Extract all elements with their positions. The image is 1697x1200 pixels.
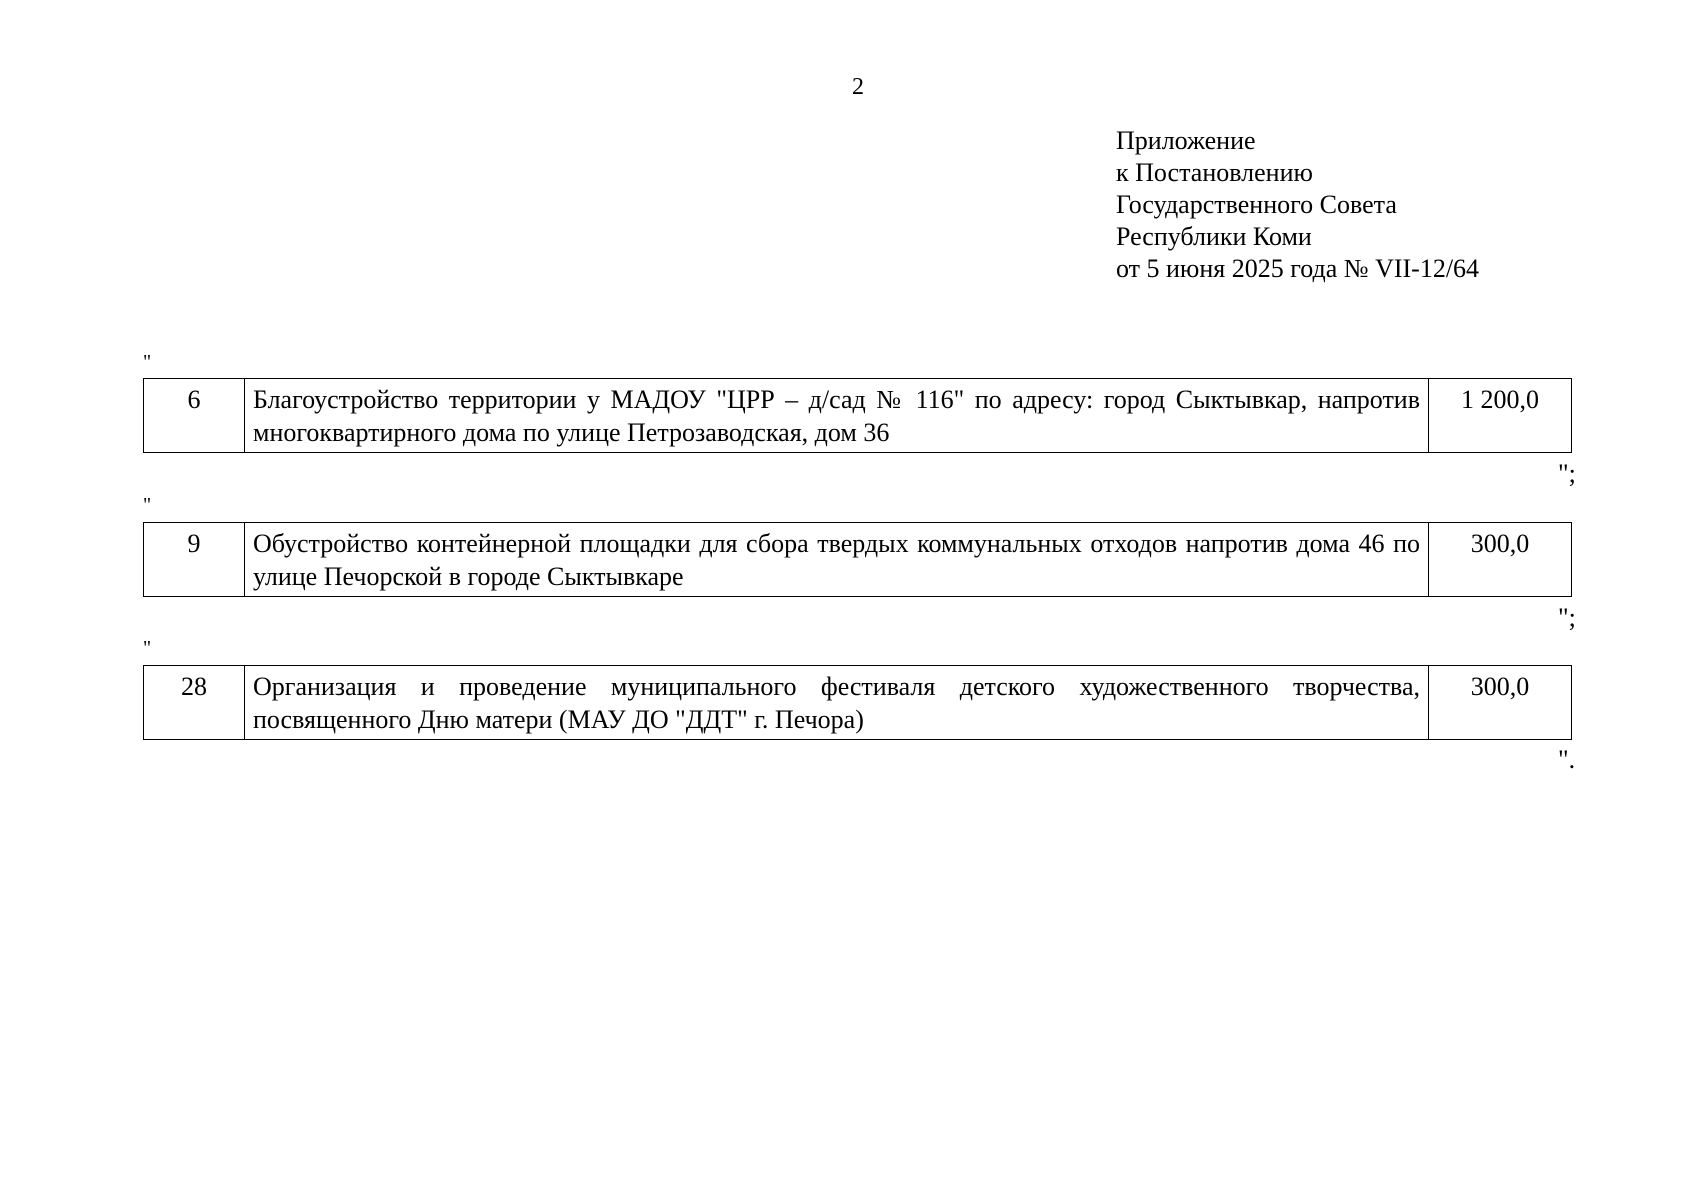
row-amount: 300,0: [1429, 523, 1572, 597]
page-number: 2: [852, 74, 864, 100]
close-quote: ";: [1558, 459, 1576, 488]
attachment-line: к Постановлению: [1116, 158, 1313, 187]
row-description: Организация и проведение муниципального фестиваля детского художественного творчества, посвященного Дню матери (МАУ ДО "ДДТ" г. Печора): [245, 666, 1429, 740]
attachment-line: от 5 июня 2025 года № VII-12/64: [1116, 254, 1480, 283]
amendment-table: [143, 522, 1572, 597]
open-quote: ": [143, 351, 152, 373]
row-amount: 1 200,0: [1429, 379, 1572, 453]
open-quote: ": [143, 637, 152, 659]
attachment-line: Приложение: [1116, 126, 1256, 155]
row-description: Обустройство контейнерной площадки для сбора твердых коммунальных отходов напротив дома 46 по улице Печорской в городе Сыктывкаре: [245, 523, 1429, 597]
amendment-table: [143, 378, 1572, 453]
table-row: [144, 379, 1572, 453]
table-row: [144, 523, 1572, 597]
amendment-table: [143, 665, 1572, 740]
row-description: Благоустройство территории у МАДОУ "ЦРР – д/сад № 116" по адресу: город Сыктывкар, напротив многоквартирного дома по улице Петрозаводская, дом 36: [245, 379, 1429, 453]
table-row: [144, 666, 1572, 740]
close-quote: ";: [1558, 603, 1576, 632]
row-number: 9: [144, 523, 245, 597]
row-number: 28: [144, 666, 245, 740]
row-amount: 300,0: [1429, 666, 1572, 740]
open-quote: ": [143, 494, 152, 516]
attachment-line: Республики Коми: [1116, 222, 1312, 251]
close-quote: ".: [1558, 745, 1576, 774]
attachment-line: Государственного Совета: [1116, 190, 1397, 219]
attachment-header: [1116, 125, 1479, 285]
row-number: 6: [144, 379, 245, 453]
